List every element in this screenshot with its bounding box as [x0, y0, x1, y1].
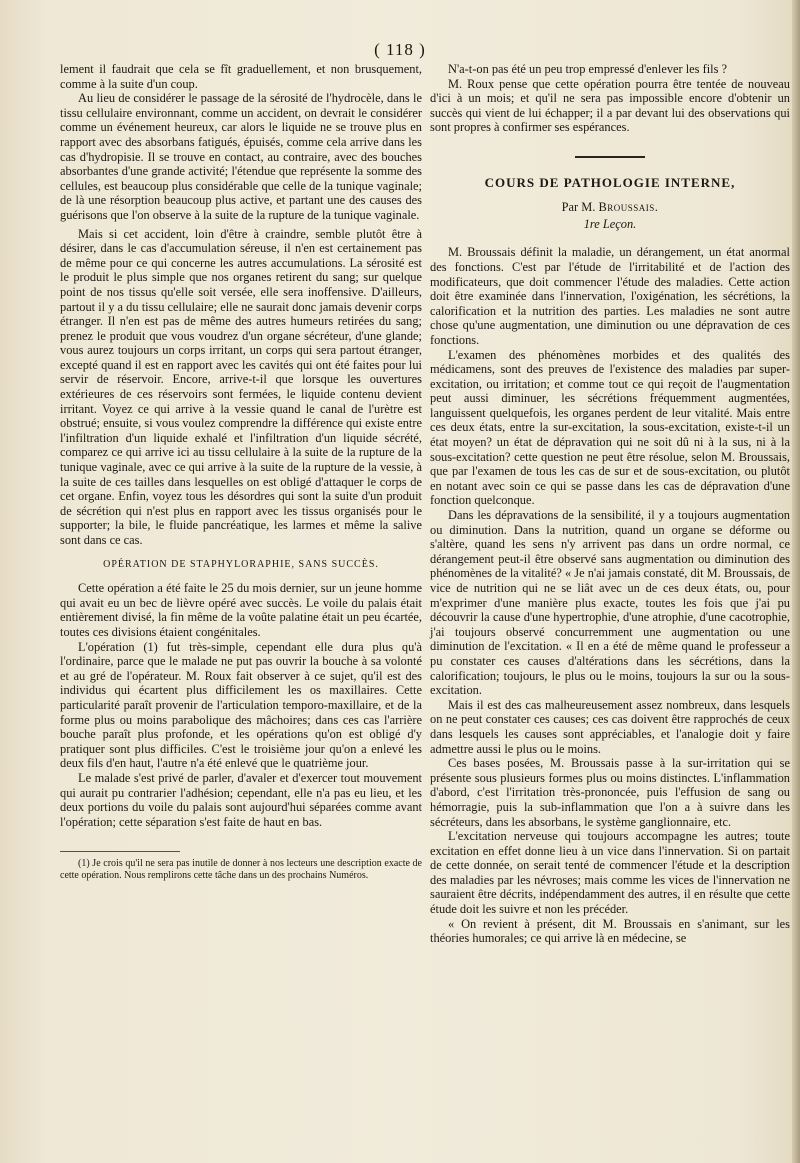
- paragraph: Cette opération a été faite le 25 du mois dernier, sur un jeune homme qui avait eu un bec de lièvre opéré avec succès. Le voile du palais était entièrement divisé, la fin même de la voûte palatine était un peu écartée, toutes ces divisions étaient congénitales.: [60, 581, 422, 639]
- paragraph: « On revient à présent, dit M. Broussais en s'animant, sur les théories humorales; ce qui arrive là en médecine, se: [430, 916, 790, 946]
- paragraph: Le malade s'est privé de parler, d'avaler et d'exercer tout mouvement qui aurait pu contrarier l'adhésion; cependant, elle n'a pas eu lieu, et les deux portions du voile du palais sont aujourd'hui séparées comme avant l'opération; cette séparation s'est faite de haut en bas.: [60, 770, 422, 829]
- paragraph: N'a-t-on pas été un peu trop empressé d'enlever les fils ?: [448, 62, 728, 76]
- footnote: [60, 858, 422, 881]
- section-heading: COURS DE PATHOLOGIE INTERNE,: [484, 174, 736, 190]
- paragraph: Au lieu de considérer le passage de la sérosité de l'hydrocèle, dans le tissu cellulaire environnant, comme un accident, on devrait le considérer comme un événement heureux, car alors le liquide ne se trouve plus en rapport avec des absorbans fatigués, épuisés, comme cela arrive dans les cas d'hydropisie. Il se trouve en contact, au contraire, avec des bouches absorbantes d'une grande activité; l'étendue que représente la somme des cellules, est beaucoup plus considérable que celle de la tunique vaginale; de là une résorption beaucoup plus active, et partant une des causes des guérisons que l'on observe à la suite de la rupture de la tunique vaginale.: [60, 91, 422, 222]
- section-subheading: OPÉRATION DE STAPHYLORAPHIE, SANS SUCCÈS.: [103, 558, 379, 570]
- byline-prefix: Par M.: [561, 200, 596, 215]
- paragraph: Ces bases posées, M. Broussais passe à la sur-irritation qui se présente sous plusieurs formes plus ou moins distinctes. L'inflammation d'abord, c'est l'irritation très-prononcée, puis l'effusion de sang ou hémorragie, puis la sub-inflammation que l'on a à suivre dans les sécréteurs, dans les absorbans, le système ganglionnaire, etc.: [430, 756, 790, 829]
- paragraph: Mais si cet accident, loin d'être à craindre, semble plutôt être à désirer, dans le cas d'accumulation séreuse, il n'en est certainement pas de même pour ce qui concerne les autres accumulations. La sérosité est le produit le plus simple que nos organes retirent du sang; sur quelque point de nos tissus qu'elle soit versée, elle sera inoffensive. D'ailleurs, partout il y a du tissu cellulaire; elle ne saurait donc jamais devenir corps étranger. Il n'en est pas de même des autres humeurs retirées du sang; prenez le produit que vous voudrez d'un organe sécréteur, d'une glande; vous aurez toujours un corps irritant, un corps qui sera partout étranger, excepté quand il est en rapport avec les cavités qui ont été faites pour lui servir de réservoir. Encore, arrive-t-il que lorsque les ouvertures extérieures de ces réservoirs sont fermées, le liquide contenu devient irritant. Voyez ce qui arrive à la vessie quand le canal de l'urètre est obstrué; ensuite, si vous voulez comprendre la différence qui existe entre l'infiltration d'un liquide exhalé et l'infiltration d'un liquide sécrété, comparez ce qui arrive ici au tissu cellulaire à la suite de la rupture de la tunique vaginale, avec ce qui arrive à la suite de la rupture de la vessie, à la suite de ces tailles dans lesquelles on est obligé d'attaquer le corps de cet organe. Enfin, voyez tous les désordres qui sont la suite d'un produit de sécrétion qui n'est plus en rapport avec les tissus organisés pour le supporter; la bile, le fluide pancréatique, les larmes et même la salive sont dans ce cas.: [60, 226, 422, 547]
- footnote-divider: [60, 851, 180, 852]
- paragraph: M. Broussais définit la maladie, un dérangement, un état anormal des fonctions. C'est par l'étude de l'irritabilité et de l'action des modificateurs, que doit commencer l'étude des maladies. Cette action doit être examinée dans l'innervation, l'oxigénation, les sécrétions, la calorification et la nutrition des parties. Les maladies ne sont autre chose qu'une augmentation, une diminution ou une dépravation de ces fonctions.: [430, 245, 790, 347]
- page-edge: [792, 0, 800, 1163]
- paragraph: L'excitation nerveuse qui toujours accompagne les autres; toute excitation en effet donne lieu à un vice dans l'innervation. Si on partait de cette donnée, on serait tenté de commencer l'étude et la description des maladies par les névroses; mais comme les vices de l'innervation ne sauraient être décrits, indépendamment des autres, il en résulte que cette étude doit les suivre et non les précéder.: [430, 829, 790, 917]
- paragraph: Mais il est des cas malheureusement assez nombreux, dans lesquels on ne peut constater ces causes; ces cas doivent être rapprochés de ceux dans lesquels les causes sont appréciables, et l'analogie doit y faire admettre aussi le plus ou le moins.: [430, 697, 790, 756]
- author-name: Broussais.: [598, 200, 659, 215]
- page-number: ( 118 ): [374, 40, 426, 59]
- right-column: [430, 62, 790, 946]
- paragraph: M. Roux pense que cette opération pourra être tentée de nouveau d'ici à un mois; et qu'il ne sera pas impossible encore d'obtenir un succès qui vient de lui échapper; il a par devant lui des observations qui sont propres à confirmer ses espérances.: [430, 76, 790, 135]
- paragraph: L'opération (1) fut très-simple, cependant elle dura plus qu'à l'ordinaire, parce que le malade ne put pas ouvrir la bouche à sa volonté et au gré de l'opérateur. M. Roux fait observer à ce sujet, qu'il est des individus qui écartent plus difficilement les os maxillaires. Cette particularité paraît provenir de l'articulation temporo-maxillaire, et de la forme plus ou moins parabolique des mâchoires; dans ces cas l'arrière bouche paraît plus profonde, et les opérations qu'on est obligé d'y pratiquer sont plus difficiles. C'est le troisième jour qu'on a enlevé les deux fils d'en haut, l'autre n'a été enlevé que le quatrième jour.: [60, 639, 422, 771]
- paragraph: L'examen des phénomènes morbides et des qualités des médicamens, sont des preuves de l'existence des maladies par super-excitation, ou irritation; et comme tout ce qui reçoit de l'augmentation peut aussi diminuer, les sécrétions fréquemment augmentées, languissent quelquefois, les organes perdent de leur vitalité. Mais entre ces deux états, entre la sur-excitation, la sous-excitation, existe-t-il un état moyen? un état de dépravation qui ne soit dû ni à la sus, ni à la sous-excitation? cette question ne peut être résolue, selon M. Broussais, que par l'examen de tous les cas de sur et de sous-excitation, ou plutôt en notant avec soin ce qui se passe dans les cas de dépravation d'une fonction quelconque.: [430, 347, 790, 508]
- paragraph: lement il faudrait que cela se fît graduellement, et non brusquement, comme à la suite d'un coup.: [60, 62, 422, 91]
- lesson-label: 1re Leçon.: [583, 216, 637, 231]
- left-column: [60, 62, 422, 881]
- byline: [430, 200, 790, 215]
- ornamental-rule: [430, 147, 790, 162]
- paragraph: Dans les dépravations de la sensibilité, il y a toujours augmentation ou diminution. Dans la nutrition, quand un organe se déforme ou s'altère, quand les sens n'y arrivent pas dans un ordre normal, ce dérangement peut-il être observé sans augmentation ou diminution des phénomènes de la vitalité? « Je n'ai jamais constaté, dit M. Broussais, de vice de nutrition qui ne se liât avec un de ces deux états, ou, pour m'exprimer d'une manière plus exacte, toutes les fois que j'ai pu découvrir la cause d'une hypertrophie, d'une atrophie, d'une cacotrophie, j'ai toujours observé concurremment une augmentation ou une diminution de l'excitation. « Il en a été de même quand le professeur a pu constater ces causes d'altérations dans les sécrétions, dans la calorification; toujours, le plus ou le moins, toujours la sur ou la sous-excitation.: [430, 508, 790, 698]
- footnote-text: (1) Je crois qu'il ne sera pas inutile de donner à nos lecteurs une description exacte de cette opération. Nous remplirons cette tâche dans un des prochains Numéros.: [60, 858, 422, 881]
